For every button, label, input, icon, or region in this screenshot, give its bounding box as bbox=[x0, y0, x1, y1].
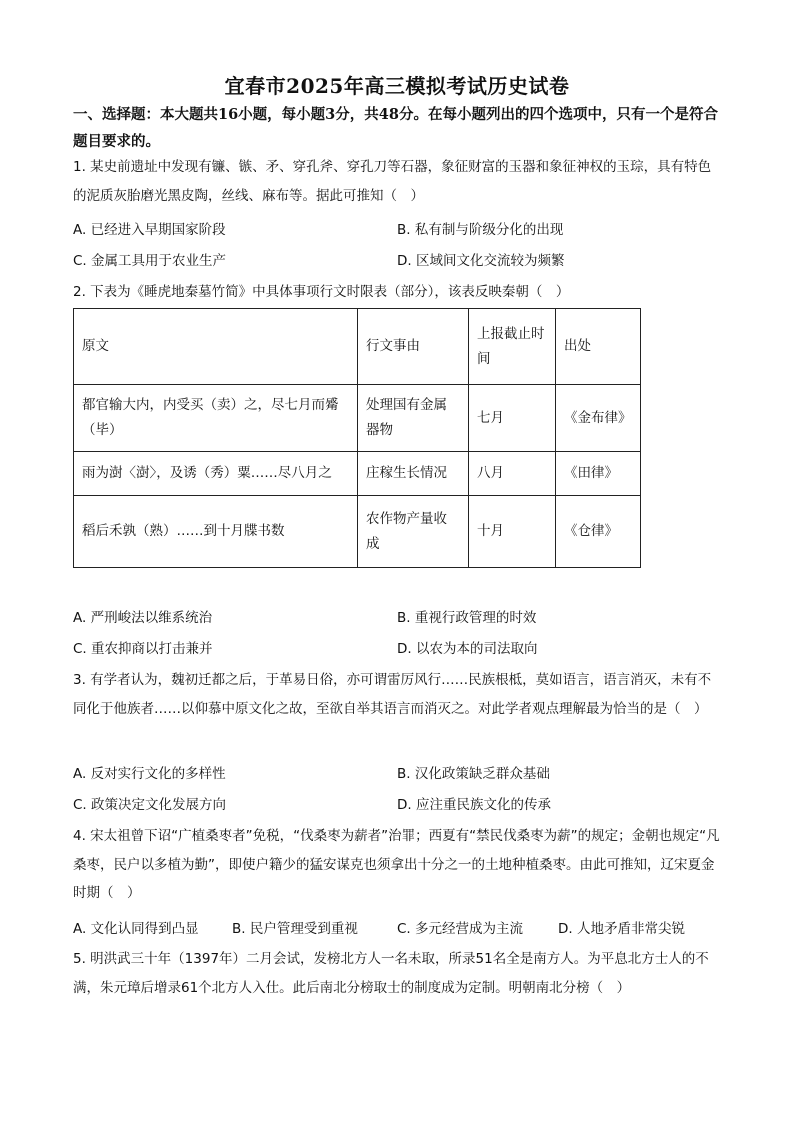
table-cell: 庄稼生长情况 bbox=[358, 452, 469, 496]
table-cell: 《田律》 bbox=[556, 452, 641, 496]
question-4-option-a[interactable]: A. 文化认同得到凸显 bbox=[73, 921, 199, 937]
section-instructions: 一、选择题：本大题共16小题，每小题3分，共48分。在每小题列出的四个选项中，只有一个是符合题目要求的。 bbox=[73, 106, 718, 150]
question-2-option-a[interactable]: A. 严刑峻法以维系统治 bbox=[73, 610, 213, 626]
table-cell: 八月 bbox=[469, 452, 556, 496]
question-3-option-d[interactable]: D. 应注重民族文化的传承 bbox=[397, 797, 551, 813]
table-cell: 七月 bbox=[469, 385, 556, 452]
table-header-cell: 出处 bbox=[556, 309, 641, 385]
question-2-stem: 2. 下表为《睡虎地秦墓竹简》中具体事项行文时限表（部分），该表反映秦朝（ ） bbox=[73, 284, 570, 300]
question-2-option-d[interactable]: D. 以农为本的司法取向 bbox=[397, 641, 538, 657]
question-1-option-b[interactable]: B. 私有制与阶级分化的出现 bbox=[397, 222, 564, 238]
question-3-stem: 3. 有学者认为，魏初迁都之后，于革易日俗，亦可谓雷厉风行……民族根柢，莫如语言，语言消灭，未有不同化于他族者……以仰慕中原文化之故，至欲自举其语言而消灭之。对此学者观点理解最为恰当的是（ ） bbox=[73, 672, 712, 717]
question-3-option-c[interactable]: C. 政策决定文化发展方向 bbox=[73, 797, 227, 813]
question-4-stem: 4. 宋太祖曾下诏“广植桑枣者”免税，“伐桑枣为薪者”治罪；西夏有“禁民伐桑枣为薪”的规定；金朝也规定“凡桑枣，民户以多植为勤”，即使户籍少的猛安谋克也须拿出十分之一的土地种植桑枣。由此可推知，辽宋夏金时期（ ） bbox=[73, 828, 720, 901]
question-1-option-c[interactable]: C. 金属工具用于农业生产 bbox=[73, 253, 227, 269]
question-4-option-c[interactable]: C. 多元经营成为主流 bbox=[397, 921, 524, 937]
question-2-option-b[interactable]: B. 重视行政管理的时效 bbox=[397, 610, 537, 626]
table-cell: 农作物产量收成 bbox=[358, 496, 469, 568]
question-3-option-b[interactable]: B. 汉化政策缺乏群众基础 bbox=[397, 766, 550, 782]
question-4-option-b[interactable]: B. 民户管理受到重视 bbox=[232, 921, 358, 937]
question-3-option-a[interactable]: A. 反对实行文化的多样性 bbox=[73, 766, 226, 782]
table-cell: 《金布律》 bbox=[556, 385, 641, 452]
table-header-cell: 行文事由 bbox=[358, 309, 469, 385]
table-row bbox=[74, 496, 641, 568]
table-cell: 雨为澍〈澍〉，及诱（秀）粟……尽八月之 bbox=[74, 452, 358, 496]
question-1-option-a[interactable]: A. 已经进入早期国家阶段 bbox=[73, 222, 226, 238]
table-cell: 《仓律》 bbox=[556, 496, 641, 568]
table-cell: 都官输大内，内受买（卖）之，尽七月而觱（毕） bbox=[74, 385, 358, 452]
table-row bbox=[74, 452, 641, 496]
table-header-cell: 原文 bbox=[74, 309, 358, 385]
table-cell: 十月 bbox=[469, 496, 556, 568]
question-5-stem: 5. 明洪武三十年（1397年）二月会试，发榜北方人一名未取，所录51名全是南方人。为平息北方士人的不满，朱元璋后增录61个北方人入仕。此后南北分榜取士的制度成为定制。明朝南北分榜（ ） bbox=[73, 951, 709, 996]
statute-deadline-table bbox=[73, 308, 641, 568]
question-1-stem: 1. 某史前遗址中发现有镰、镞、矛、穿孔斧、穿孔刀等石器，象征财富的玉器和象征神权的玉琮，具有特色的泥质灰胎磨光黑皮陶，丝线、麻布等。据此可推知（ ） bbox=[73, 159, 712, 204]
table-row bbox=[74, 385, 641, 452]
table-header-cell: 上报截止时间 bbox=[469, 309, 556, 385]
exam-title: 宜春市2025年高三模拟考试历史试卷 bbox=[224, 74, 570, 98]
question-1-option-d[interactable]: D. 区域间文化交流较为频繁 bbox=[397, 253, 565, 269]
table-header-row bbox=[74, 309, 641, 385]
question-2-option-c[interactable]: C. 重农抑商以打击兼并 bbox=[73, 641, 213, 657]
question-4-option-d[interactable]: D. 人地矛盾非常尖锐 bbox=[558, 921, 685, 937]
table-cell: 稻后禾孰（熟）……到十月牒书数 bbox=[74, 496, 358, 568]
table-cell: 处理国有金属器物 bbox=[358, 385, 469, 452]
